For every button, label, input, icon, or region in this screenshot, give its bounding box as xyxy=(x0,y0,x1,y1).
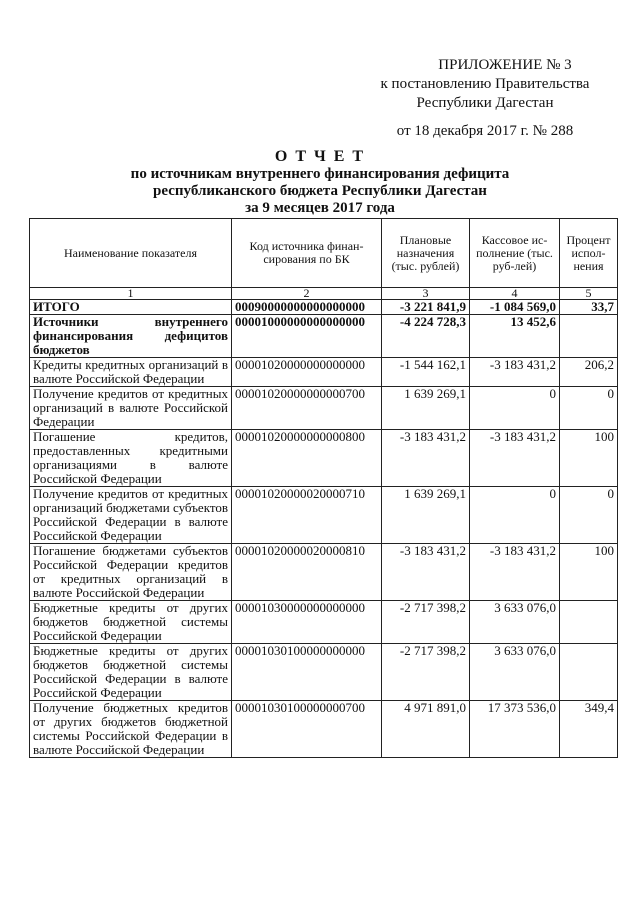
row-plan: -3 183 431,2 xyxy=(382,544,470,601)
row-code: 00001030000000000000 xyxy=(232,601,382,644)
column-number: 3 xyxy=(382,288,470,300)
row-code: 00001020000000000000 xyxy=(232,358,382,387)
report-subtitle-2: республиканского бюджета Республики Дагестан xyxy=(153,183,487,199)
row-code: 00090000000000000000 xyxy=(232,300,382,315)
row-actual: 0 xyxy=(470,487,560,544)
table-row xyxy=(30,387,618,430)
table-header-row xyxy=(30,219,618,288)
appendix-block xyxy=(360,56,610,141)
row-name: Бюджетные кредиты от других бюджетов бюджетной системы Российской Федерации в валюте Российской Федерации xyxy=(30,644,232,701)
row-name: Погашение кредитов, предоставленных кредитными организациями в валюте Российской Федерации xyxy=(30,430,232,487)
appendix-number: ПРИЛОЖЕНИЕ № 3 xyxy=(438,57,572,73)
row-plan: 1 639 269,1 xyxy=(382,487,470,544)
row-percent: 33,7 xyxy=(560,300,618,315)
row-name: Получение бюджетных кредитов от других бюджетов бюджетной системы Российской Федерации в валюте Российской Федерации xyxy=(30,701,232,758)
row-code: 00001020000020000710 xyxy=(232,487,382,544)
row-percent xyxy=(560,644,618,701)
appendix-government: Республики Дагестан xyxy=(416,95,554,111)
report-subtitle-1: по источникам внутреннего финансирования дефицита xyxy=(130,166,510,182)
row-actual: 17 373 536,0 xyxy=(470,701,560,758)
row-name: Погашение бюджетами субъектов Российской Федерации кредитов от кредитных организаций в валюте Российской Федерации xyxy=(30,544,232,601)
row-actual: -1 084 569,0 xyxy=(470,300,560,315)
header-source-code: Код источника финан-сирования по БК xyxy=(232,219,382,288)
row-actual: -3 183 431,2 xyxy=(470,358,560,387)
row-plan: -4 224 728,3 xyxy=(382,315,470,358)
row-name: Бюджетные кредиты от других бюджетов бюджетной системы Российской Федерации xyxy=(30,601,232,644)
row-code: 00001020000020000810 xyxy=(232,544,382,601)
row-percent: 100 xyxy=(560,544,618,601)
row-code: 00001030100000000000 xyxy=(232,644,382,701)
report-title-block xyxy=(40,148,600,217)
row-name: ИТОГО xyxy=(30,300,232,315)
header-indicator-name: Наименование показателя xyxy=(30,219,232,288)
table-row xyxy=(30,358,618,387)
table-row xyxy=(30,430,618,487)
column-number: 4 xyxy=(470,288,560,300)
row-percent xyxy=(560,601,618,644)
row-plan: -3 221 841,9 xyxy=(382,300,470,315)
table-row xyxy=(30,644,618,701)
column-number: 1 xyxy=(30,288,232,300)
row-percent: 206,2 xyxy=(560,358,618,387)
row-code: 00001000000000000000 xyxy=(232,315,382,358)
row-percent: 0 xyxy=(560,487,618,544)
row-percent: 100 xyxy=(560,430,618,487)
header-planned: Плановые назначения (тыс. рублей) xyxy=(382,219,470,288)
row-actual: 3 633 076,0 xyxy=(470,601,560,644)
table-row xyxy=(30,487,618,544)
row-plan: -3 183 431,2 xyxy=(382,430,470,487)
appendix-resolution: к постановлению Правительства xyxy=(380,76,590,92)
table-row-total xyxy=(30,300,618,315)
row-actual: -3 183 431,2 xyxy=(470,544,560,601)
column-number: 5 xyxy=(560,288,618,300)
report-table xyxy=(29,218,618,758)
report-period: за 9 месяцев 2017 года xyxy=(245,200,395,216)
row-plan: -1 544 162,1 xyxy=(382,358,470,387)
row-percent: 0 xyxy=(560,387,618,430)
header-actual: Кассовое ис-полнение (тыс. руб-лей) xyxy=(470,219,560,288)
row-plan: -2 717 398,2 xyxy=(382,601,470,644)
row-actual: -3 183 431,2 xyxy=(470,430,560,487)
appendix-date: от 18 декабря 2017 г. № 288 xyxy=(396,123,574,139)
column-number: 2 xyxy=(232,288,382,300)
table-row xyxy=(30,701,618,758)
row-actual: 3 633 076,0 xyxy=(470,644,560,701)
row-plan: -2 717 398,2 xyxy=(382,644,470,701)
row-code: 00001020000000000800 xyxy=(232,430,382,487)
report-title: О Т Ч Е Т xyxy=(274,148,366,165)
table-row xyxy=(30,544,618,601)
row-percent xyxy=(560,315,618,358)
row-name: Получение кредитов от кредитных организаций в валюте Российской Федерации xyxy=(30,387,232,430)
row-name: Получение кредитов от кредитных организаций бюджетами субъектов Российской Федерации в валюте Российской Федерации xyxy=(30,487,232,544)
table-row xyxy=(30,315,618,358)
header-percent: Процент испол-нения xyxy=(560,219,618,288)
table-row xyxy=(30,601,618,644)
row-code: 00001030100000000700 xyxy=(232,701,382,758)
row-actual: 0 xyxy=(470,387,560,430)
row-name: Источники внутреннего финансирования дефицитов бюджетов xyxy=(30,315,232,358)
row-actual: 13 452,6 xyxy=(470,315,560,358)
row-percent: 349,4 xyxy=(560,701,618,758)
row-plan: 4 971 891,0 xyxy=(382,701,470,758)
column-number-row xyxy=(30,288,618,300)
row-plan: 1 639 269,1 xyxy=(382,387,470,430)
row-name: Кредиты кредитных организаций в валюте Российской Федерации xyxy=(30,358,232,387)
row-code: 00001020000000000700 xyxy=(232,387,382,430)
